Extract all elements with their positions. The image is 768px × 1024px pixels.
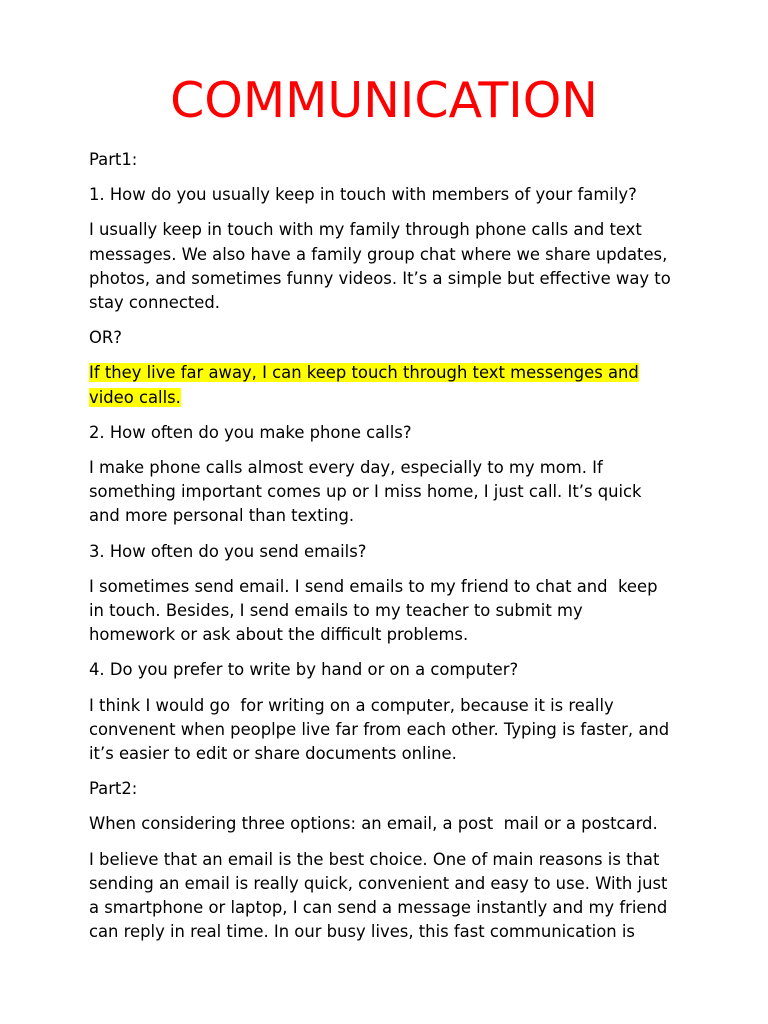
question-3 <box>89 540 729 564</box>
text-highlight: If they live far away, I can keep touch through text messenges and <box>89 363 639 383</box>
text-line: can reply in real time. In our busy lives, this fast communication is <box>89 922 635 942</box>
question-1 <box>89 183 729 207</box>
highlighted-line <box>89 386 729 410</box>
text-line: convenent when peoplpe live far from each other. Typing is faster, and <box>89 719 670 739</box>
text-line: I make phone calls almost every day, especially to my mom. If <box>89 458 603 478</box>
text-line: a smartphone or laptop, I can send a message instantly and my friend <box>89 898 668 918</box>
part2-prompt <box>89 812 729 836</box>
text-line: homework or ask about the difficult problems. <box>89 625 469 645</box>
text-line: 3. How often do you send emails? <box>89 541 367 561</box>
section-heading-part2 <box>89 777 729 801</box>
question-4 <box>89 658 729 682</box>
text-line: I usually keep in touch with my family through phone calls and text <box>89 220 642 240</box>
text-line: 1. How do you usually keep in touch with members of your family? <box>89 185 637 205</box>
document-title: COMMUNICATION <box>170 72 598 129</box>
question-2 <box>89 421 729 445</box>
highlighted-line <box>89 361 729 385</box>
text-line: Part1: <box>89 150 138 169</box>
answer-1 <box>89 218 729 315</box>
text-line: messages. We also have a family group chat where we share updates, <box>89 244 668 264</box>
text-line: I believe that an email is the best choice. One of main reasons is that <box>89 849 660 869</box>
text-line: in touch. Besides, I send emails to my teacher to submit my <box>89 601 583 621</box>
answer-3 <box>89 575 729 648</box>
text-line: OR? <box>89 328 122 348</box>
text-line: photos, and sometimes funny videos. It’s a simple but effective way to <box>89 268 671 288</box>
text-line: 4. Do you prefer to write by hand or on a computer? <box>89 660 519 680</box>
text-line: 2. How often do you make phone calls? <box>89 422 412 442</box>
text-line: stay connected. <box>89 293 220 313</box>
document-body <box>89 148 729 955</box>
text-line: and more personal than texting. <box>89 506 355 526</box>
text-line: Part2: <box>89 779 138 799</box>
text-line: sending an email is really quick, convenient and easy to use. With just <box>89 873 668 893</box>
text-line: I think I would go for writing on a computer, because it is really <box>89 695 614 715</box>
text-highlight: video calls. <box>89 387 181 407</box>
highlighted-answer <box>89 361 729 409</box>
section-heading-part1 <box>89 148 729 172</box>
text-line: When considering three options: an email, a post mail or a postcard. <box>89 814 658 834</box>
part2-answer <box>89 848 729 945</box>
text-line: I sometimes send email. I send emails to my friend to chat and keep <box>89 576 658 596</box>
text-line: something important comes up or I miss home, I just call. It’s quick <box>89 482 642 502</box>
or-label <box>89 326 729 350</box>
answer-2 <box>89 456 729 529</box>
text-line: it’s easier to edit or share documents online. <box>89 744 457 764</box>
answer-4 <box>89 694 729 767</box>
